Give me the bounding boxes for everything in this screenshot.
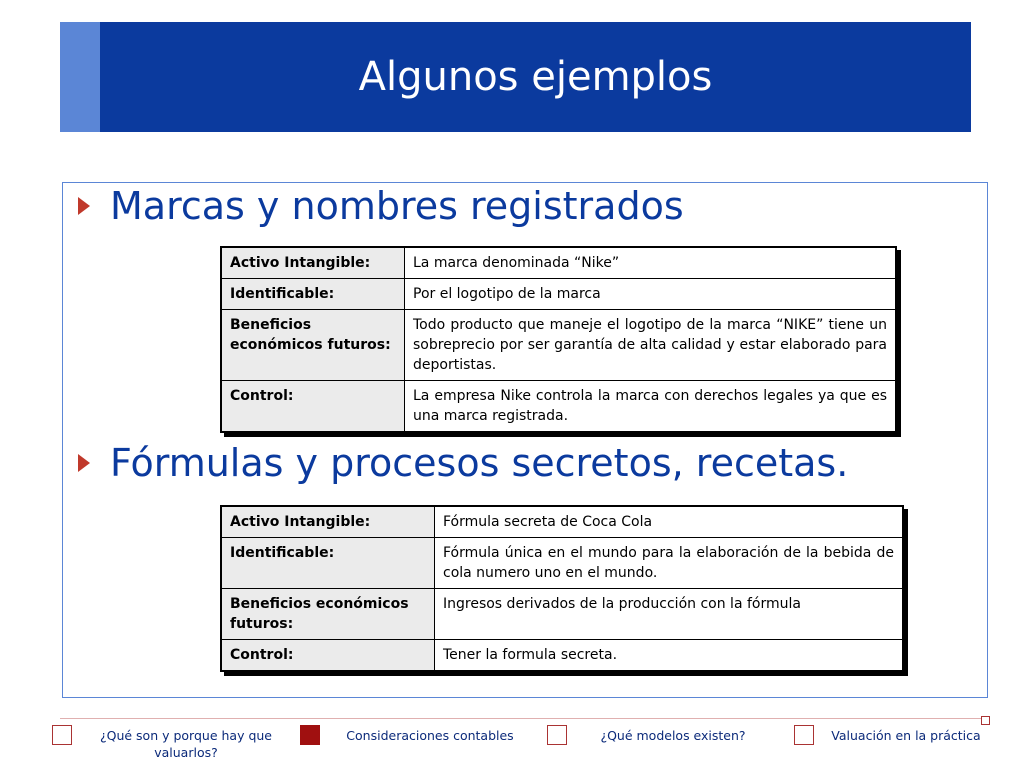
row-label: Beneficios económicos futuros:: [221, 589, 435, 640]
row-label: Identificable:: [221, 538, 435, 589]
row-value: Fórmula secreta de Coca Cola: [435, 506, 904, 538]
bullet-heading: Marcas y nombres registrados: [110, 184, 684, 228]
bullet-heading: Fórmulas y procesos secretos, recetas.: [110, 441, 849, 485]
row-label: Identificable:: [221, 279, 405, 310]
row-value: Fórmula única en el mundo para la elaboración de la bebida de cola numero uno en el mundo.: [435, 538, 904, 589]
footer-end-marker: [981, 716, 990, 725]
row-label: Control:: [221, 640, 435, 672]
title-accent-strip: [60, 22, 100, 132]
nav-marker-consideraciones[interactable]: [300, 725, 320, 745]
coca-cola-example-table: [220, 505, 904, 672]
slide-title: Algunos ejemplos: [358, 54, 713, 100]
row-value: Todo producto que maneje el logotipo de la marca “NIKE” tiene un sobreprecio por ser garantía de alta calidad y estar elaborado para deportistas.: [405, 310, 897, 381]
row-label: Activo Intangible:: [221, 506, 435, 538]
footer-divider: [60, 718, 982, 719]
row-value: Tener la formula secreta.: [435, 640, 904, 672]
row-value: La marca denominada “Nike”: [405, 247, 897, 279]
nav-link-valuacion[interactable]: Valuación en la práctica: [831, 728, 981, 743]
table-row: [221, 640, 903, 672]
nav-marker-que-son[interactable]: [52, 725, 72, 745]
table-row: [221, 506, 903, 538]
nav-marker-valuacion[interactable]: [794, 725, 814, 745]
table-row: [221, 381, 896, 433]
bullet-formulas: [78, 443, 848, 483]
nav-link-consideraciones[interactable]: Consideraciones contables: [346, 728, 514, 743]
bullet-marcas: [78, 186, 684, 226]
row-label: Control:: [221, 381, 405, 433]
nike-example-table: [220, 246, 897, 433]
table-row: [221, 310, 896, 381]
title-bar: [60, 22, 971, 132]
row-value: La empresa Nike controla la marca con derechos legales ya que es una marca registrada.: [405, 381, 897, 433]
row-label: Activo Intangible:: [221, 247, 405, 279]
nav-link-modelos[interactable]: ¿Qué modelos existen?: [600, 728, 746, 743]
nav-link-que-son[interactable]: ¿Qué son y porque hay que valuarlos?: [99, 728, 272, 760]
row-label: Beneficios económicos futuros:: [221, 310, 405, 381]
bullet-arrow-icon: [78, 454, 90, 472]
table-row: [221, 247, 896, 279]
table-row: [221, 279, 896, 310]
row-value: Ingresos derivados de la producción con la fórmula: [435, 589, 904, 640]
table-row: [221, 538, 903, 589]
row-value: Por el logotipo de la marca: [405, 279, 897, 310]
nav-marker-modelos[interactable]: [547, 725, 567, 745]
bullet-arrow-icon: [78, 197, 90, 215]
table-row: [221, 589, 903, 640]
